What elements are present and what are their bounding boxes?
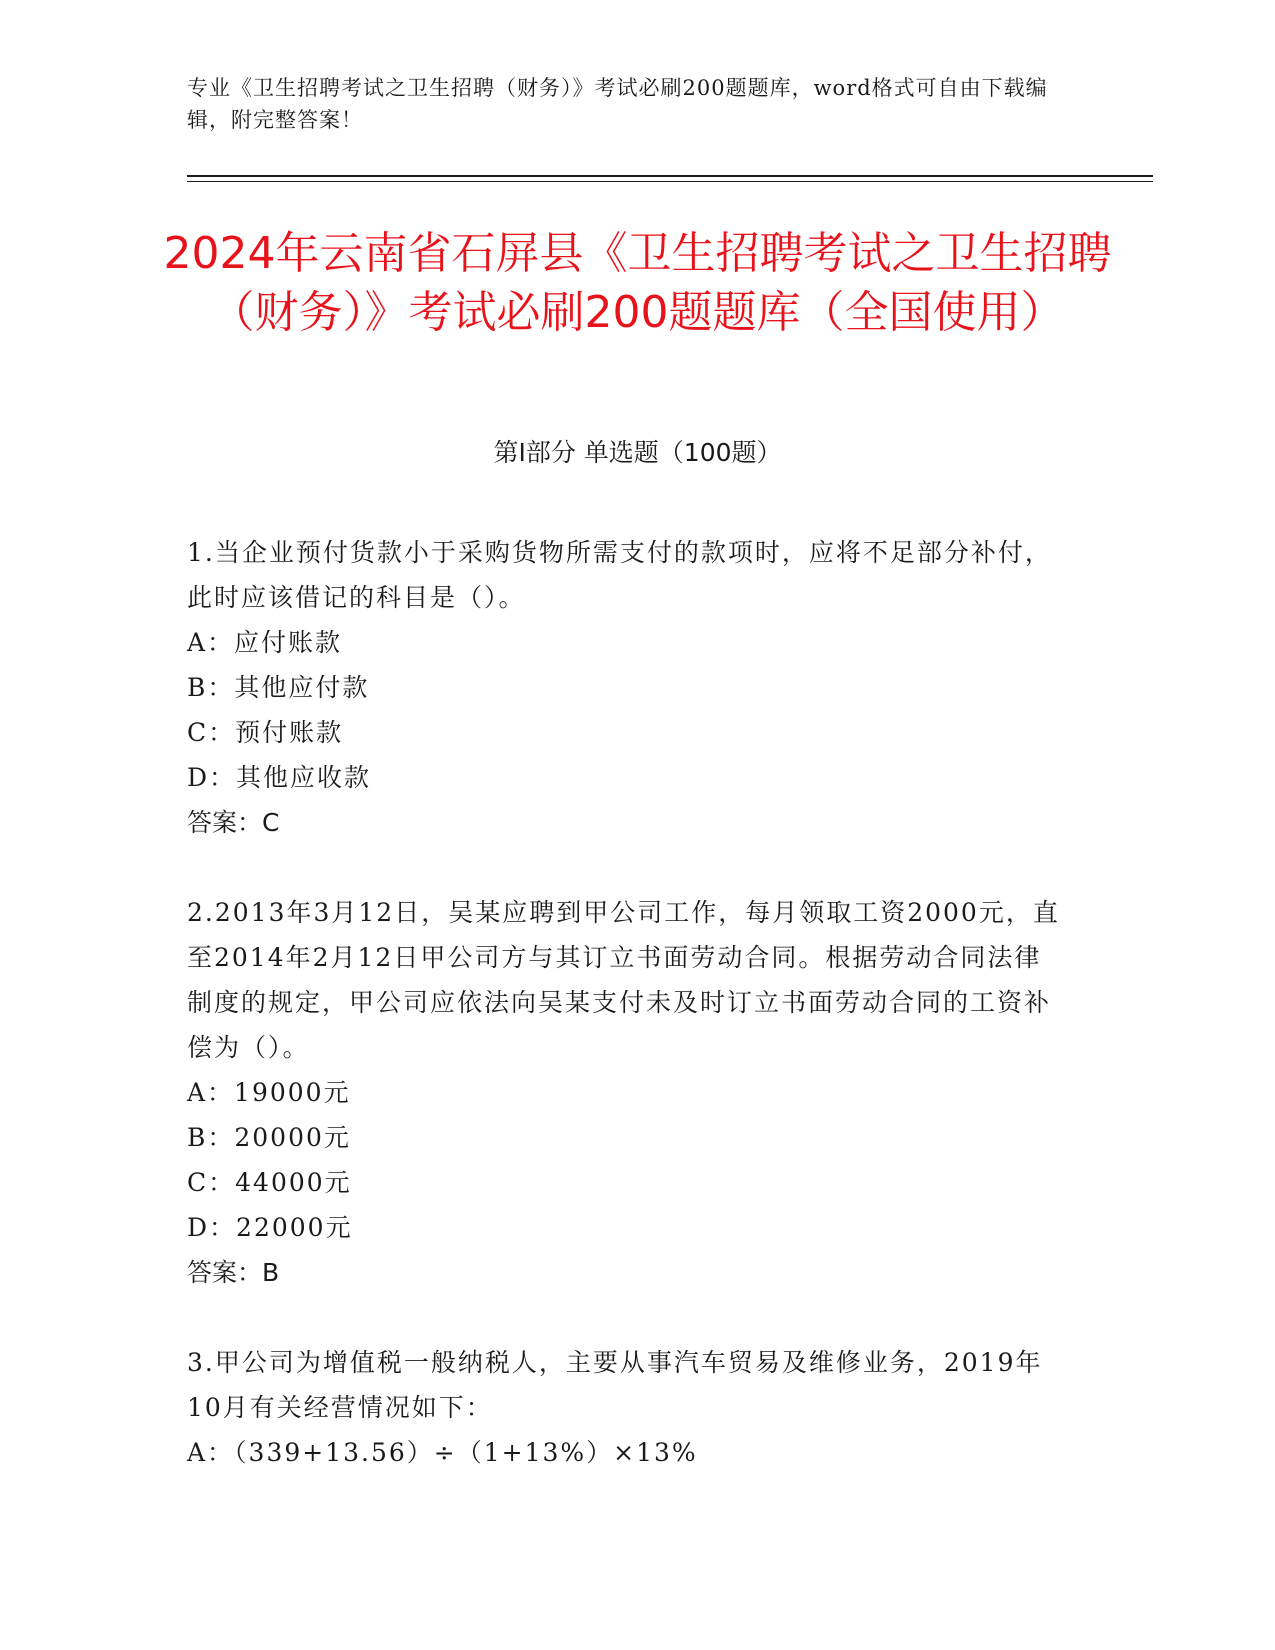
question-item: [187, 890, 1067, 1295]
option-a: A：应付账款: [187, 628, 343, 657]
option-c: C：44000元: [187, 1168, 352, 1197]
option-a: A：19000元: [187, 1078, 351, 1107]
answer-text: 答案：B: [187, 1258, 280, 1287]
option-d: D：22000元: [187, 1213, 353, 1242]
option-b: B：其他应付款: [187, 673, 370, 702]
question-text: 1.当企业预付货款小于采购货物所需支付的款项时，应将不足部分补付，此时应该借记的科目是（）。: [187, 538, 1052, 612]
question-text: 2.2013年3月12日，吴某应聘到甲公司工作，每月领取工资2000元，直至2014年2月12日甲公司方与其订立书面劳动合同。根据劳动合同法律制度的规定，甲公司应依法向吴某支付未及时订立书面劳动合同的工资补偿为（）。: [187, 898, 1060, 1062]
header-note: 专业《卫生招聘考试之卫生招聘（财务）》考试必刷200题题库，word格式可自由下载编辑，附完整答案！: [187, 76, 1048, 132]
document-title: 2024年云南省石屏县《卫生招聘考试之卫生招聘（财务）》考试必刷200题题库（全国使用）: [163, 228, 1112, 338]
question-item: [187, 1340, 1067, 1475]
section-title: 第Ⅰ部分 单选题（100题）: [493, 438, 782, 467]
option-a: A：（339+13.56）÷（1+13%）×13%: [187, 1438, 698, 1467]
option-b: B：20000元: [187, 1123, 351, 1152]
question-list: [187, 530, 1067, 1520]
option-c: C：预付账款: [187, 718, 344, 747]
answer-text: 答案：C: [187, 808, 280, 837]
question-text: 3.甲公司为增值税一般纳税人，主要从事汽车贸易及维修业务，2019年10月有关经营情况如下：: [187, 1348, 1043, 1422]
header-divider-thick: [187, 175, 1153, 177]
header-divider-thin: [187, 181, 1153, 182]
question-item: [187, 530, 1067, 845]
option-d: D：其他应收款: [187, 763, 372, 792]
